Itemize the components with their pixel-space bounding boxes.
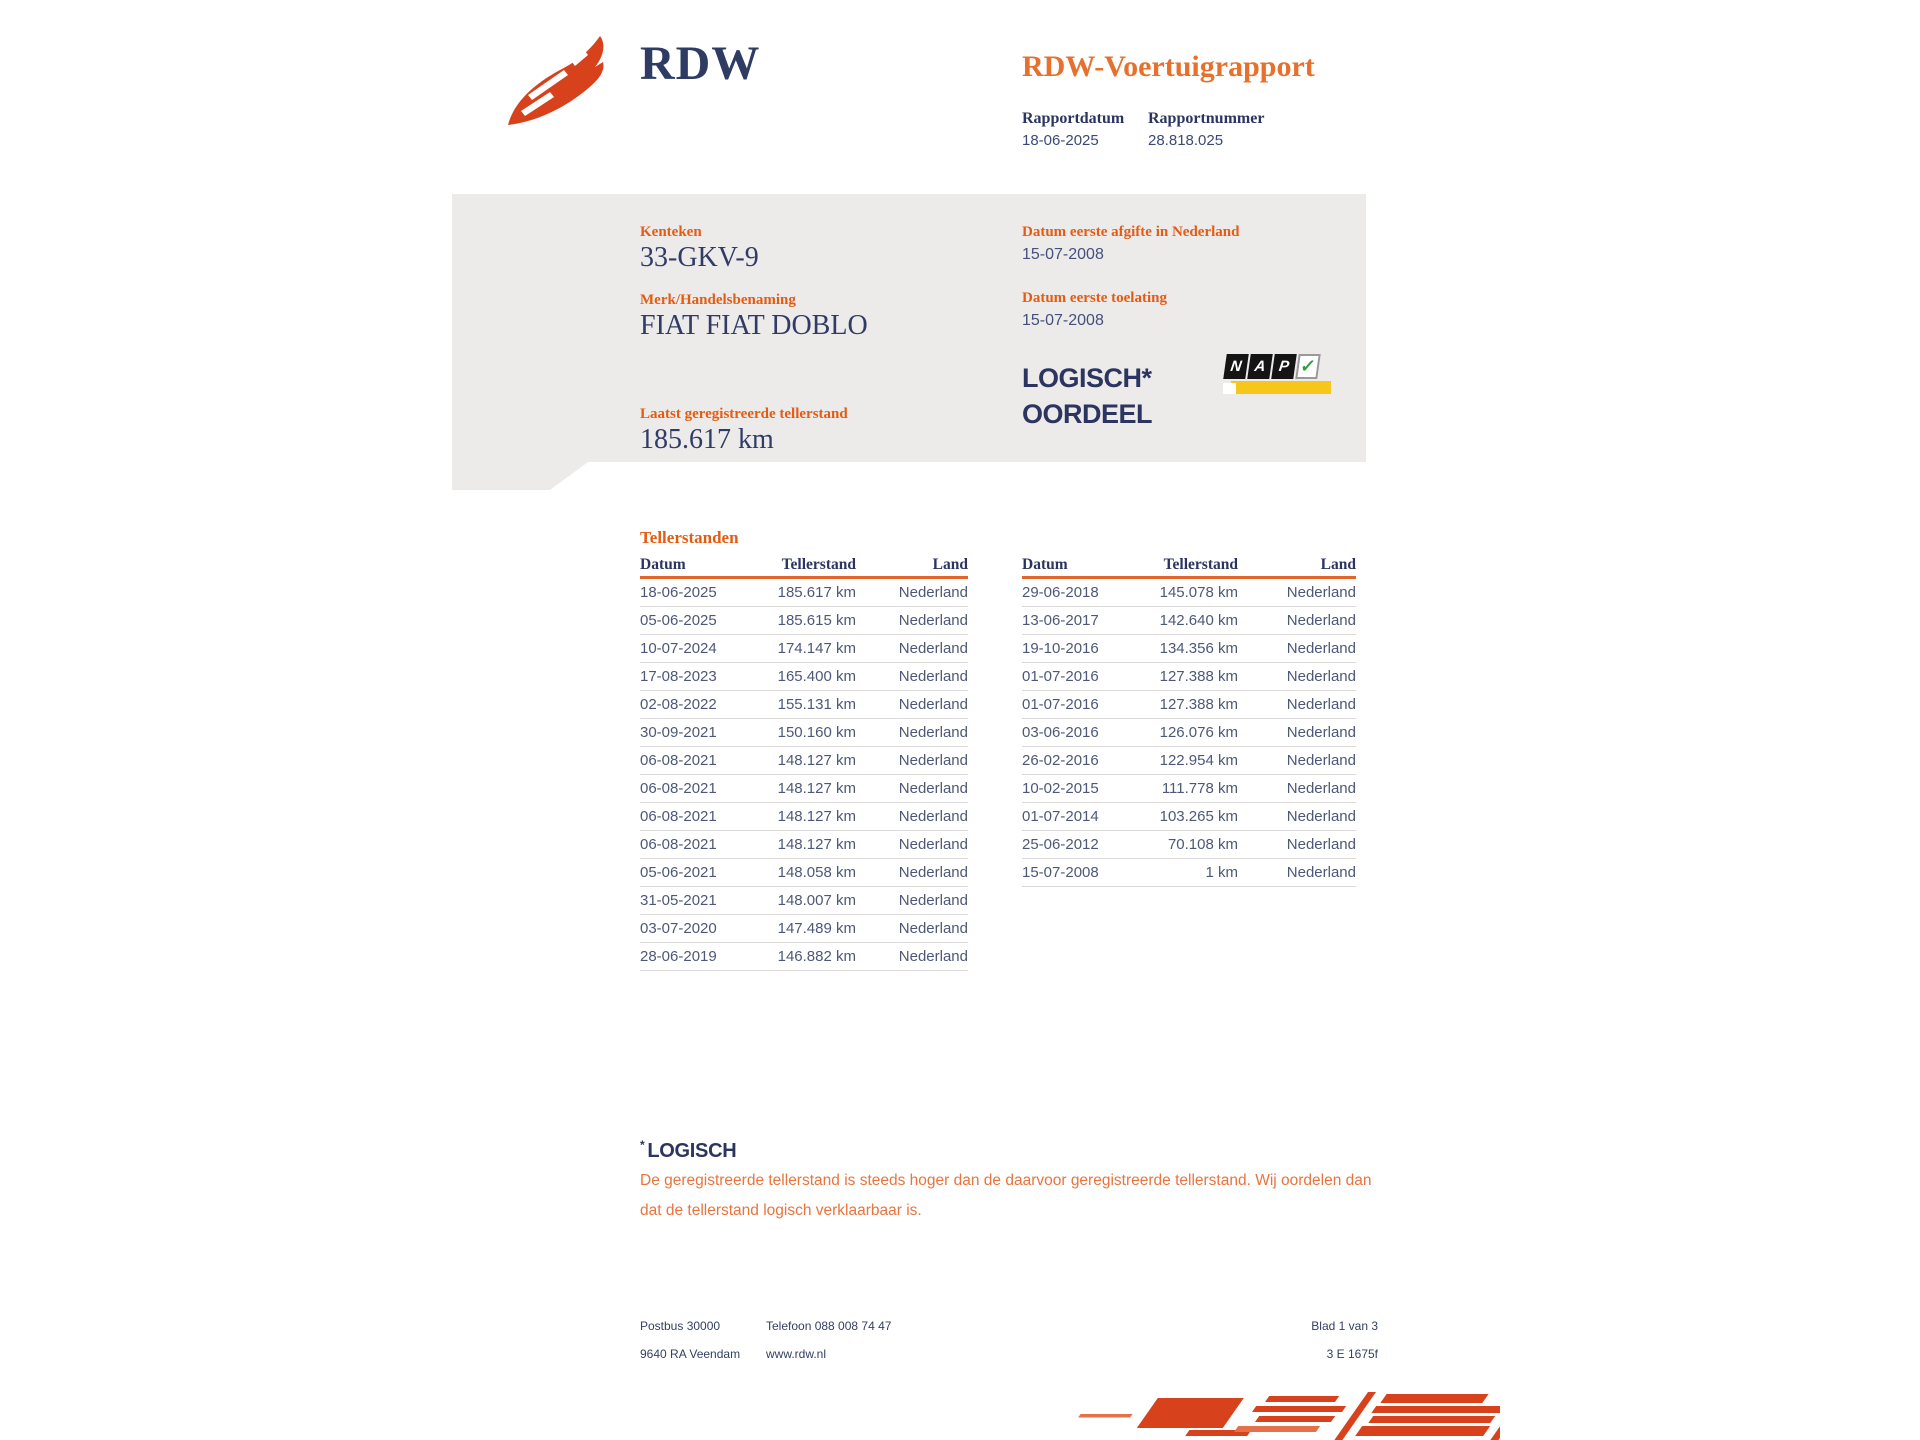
reading-date: 06-08-2021 [640, 780, 717, 797]
meter-reading-row [640, 663, 968, 691]
reading-country: Nederland [898, 948, 968, 965]
meter-reading-row [640, 579, 968, 607]
reading-odometer: 148.058 km [777, 864, 856, 881]
report-date-label: Rapportdatum [1022, 110, 1125, 127]
nap-tile-n: N [1223, 354, 1249, 379]
reading-odometer: 148.127 km [777, 836, 856, 853]
reading-date: 05-06-2025 [640, 612, 717, 629]
reading-odometer: 134.356 km [1159, 640, 1238, 657]
reading-odometer: 70.108 km [1167, 836, 1238, 853]
reading-odometer: 155.131 km [777, 696, 856, 713]
reading-country: Nederland [1286, 752, 1356, 769]
report-title: RDW-Voertuigrapport [1022, 50, 1315, 83]
reading-odometer: 165.400 km [777, 668, 856, 685]
footer-page-number: Blad 1 van 3 [1311, 1319, 1378, 1333]
column-header-land: Land [932, 556, 968, 573]
reading-date: 06-08-2021 [640, 836, 717, 853]
footnote-asterisk: * [640, 1138, 645, 1152]
nap-yellow-bar [1231, 381, 1331, 394]
panel-corner-tab [452, 462, 588, 490]
footnote-title [640, 1138, 736, 1163]
merk-value: FIAT FIAT DOBLO [640, 310, 868, 341]
meter-reading-row [640, 635, 968, 663]
footnote-line-1: De geregistreerde tellerstand is steeds hoger dan de daarvoor geregistreerde tellerstand. Wij oordelen dan [640, 1172, 1372, 1189]
meter-table-left [640, 550, 968, 971]
rdw-feather-icon [502, 121, 622, 138]
reading-country: Nederland [898, 864, 968, 881]
footer-website: www.rdw.nl [766, 1347, 827, 1361]
reading-country: Nederland [1286, 864, 1356, 881]
reading-date: 06-08-2021 [640, 808, 717, 825]
reading-date: 10-02-2015 [1022, 780, 1099, 797]
reading-odometer: 103.265 km [1159, 808, 1238, 825]
rdw-logo [502, 32, 622, 134]
footer-phone: Telefoon 088 008 74 47 [766, 1319, 892, 1333]
reading-country: Nederland [898, 892, 968, 909]
reading-odometer: 126.076 km [1159, 724, 1238, 741]
vehicle-summary-panel [452, 194, 1366, 462]
reading-odometer: 148.007 km [777, 892, 856, 909]
reading-date: 01-07-2016 [1022, 696, 1099, 713]
reading-date: 13-06-2017 [1022, 612, 1099, 629]
reading-odometer: 185.617 km [777, 584, 856, 601]
odometer-label: Laatst geregistreerde tellerstand [640, 406, 848, 422]
meter-reading-row [1022, 579, 1356, 607]
nap-tile-a: A [1247, 354, 1273, 379]
reading-odometer: 142.640 km [1159, 612, 1238, 629]
reading-odometer: 148.127 km [777, 808, 856, 825]
column-header-tellerstand: Tellerstand [781, 556, 856, 573]
reading-odometer: 145.078 km [1159, 584, 1238, 601]
reading-odometer: 127.388 km [1159, 696, 1238, 713]
reading-date: 03-06-2016 [1022, 724, 1099, 741]
first-admission-label: Datum eerste toelating [1022, 290, 1167, 306]
reading-date: 10-07-2024 [640, 640, 717, 657]
reading-country: Nederland [1286, 668, 1356, 685]
kenteken-label: Kenteken [640, 224, 702, 240]
footer-address-line2: 9640 RA Veendam [640, 1347, 741, 1361]
meter-reading-row [640, 747, 968, 775]
speed-stripes-graphic [1040, 1392, 1500, 1440]
nap-tile-p: P [1271, 354, 1297, 379]
reading-date: 28-06-2019 [640, 948, 717, 965]
merk-label: Merk/Handelsbenaming [640, 292, 796, 308]
reading-country: Nederland [898, 668, 968, 685]
reading-date: 18-06-2025 [640, 584, 717, 601]
reading-odometer: 146.882 km [777, 948, 856, 965]
reading-date: 19-10-2016 [1022, 640, 1099, 657]
verdict-line-2: OORDEEL [1022, 399, 1153, 429]
meter-reading-row [640, 831, 968, 859]
meter-reading-row [640, 943, 968, 971]
reading-date: 26-02-2016 [1022, 752, 1099, 769]
reading-date: 29-06-2018 [1022, 584, 1099, 601]
reading-odometer: 174.147 km [777, 640, 856, 657]
meter-reading-row [640, 859, 968, 887]
reading-date: 30-09-2021 [640, 724, 717, 741]
verdict-line-1: LOGISCH* [1022, 363, 1152, 393]
reading-odometer: 148.127 km [777, 780, 856, 797]
table-body [640, 579, 968, 971]
column-header-tellerstand: Tellerstand [1163, 556, 1238, 573]
verdict-text [1022, 360, 1152, 432]
reading-country: Nederland [898, 612, 968, 629]
first-issue-label: Datum eerste afgifte in Nederland [1022, 224, 1240, 240]
footer-form-code: 3 E 1675f [1326, 1347, 1378, 1361]
meter-reading-row [1022, 691, 1356, 719]
meter-reading-row [1022, 719, 1356, 747]
column-header-land: Land [1320, 556, 1356, 573]
footnote-text [640, 1166, 1400, 1226]
first-issue-value: 15-07-2008 [1022, 246, 1104, 263]
column-header-datum: Datum [1022, 556, 1068, 573]
reading-odometer: 150.160 km [777, 724, 856, 741]
meter-table-right [1022, 550, 1356, 887]
reading-country: Nederland [1286, 696, 1356, 713]
nap-white-square [1223, 383, 1236, 394]
reading-country: Nederland [1286, 724, 1356, 741]
meter-reading-row [1022, 775, 1356, 803]
reading-date: 25-06-2012 [1022, 836, 1099, 853]
reading-date: 06-08-2021 [640, 752, 717, 769]
reading-country: Nederland [1286, 780, 1356, 797]
meter-reading-row [640, 691, 968, 719]
reading-country: Nederland [1286, 640, 1356, 657]
reading-country: Nederland [1286, 612, 1356, 629]
reading-date: 31-05-2021 [640, 892, 717, 909]
reading-country: Nederland [898, 836, 968, 853]
meter-reading-row [1022, 635, 1356, 663]
first-admission-value: 15-07-2008 [1022, 312, 1104, 329]
reading-odometer: 127.388 km [1159, 668, 1238, 685]
reading-odometer: 148.127 km [777, 752, 856, 769]
table-header [640, 550, 968, 579]
reading-date: 02-08-2022 [640, 696, 717, 713]
reading-odometer: 185.615 km [777, 612, 856, 629]
reading-country: Nederland [898, 780, 968, 797]
reading-date: 15-07-2008 [1022, 864, 1099, 881]
reading-country: Nederland [898, 724, 968, 741]
reading-odometer: 122.954 km [1159, 752, 1238, 769]
reading-country: Nederland [898, 808, 968, 825]
reading-country: Nederland [1286, 584, 1356, 601]
reading-date: 05-06-2021 [640, 864, 717, 881]
footer-meta [1178, 1312, 1378, 1368]
kenteken-value: 33-GKV-9 [640, 242, 759, 273]
reading-odometer: 1 km [1205, 864, 1238, 881]
reading-country: Nederland [898, 920, 968, 937]
footnote-title-text: LOGISCH [647, 1140, 737, 1162]
reading-country: Nederland [898, 696, 968, 713]
table-header [1022, 550, 1356, 579]
section-title-tellerstanden: Tellerstanden [640, 528, 739, 547]
report-number-label: Rapportnummer [1148, 110, 1265, 127]
reading-date: 01-07-2014 [1022, 808, 1099, 825]
footnote-line-2: dat de tellerstand logisch verklaarbaar is. [640, 1202, 922, 1219]
footer-address [640, 1312, 740, 1368]
reading-odometer: 147.489 km [777, 920, 856, 937]
table-body [1022, 579, 1356, 887]
meter-reading-row [1022, 607, 1356, 635]
odometer-value: 185.617 km [640, 424, 774, 455]
nap-badge [1223, 354, 1327, 394]
check-icon: ✓ [1295, 354, 1321, 379]
meter-reading-row [640, 607, 968, 635]
rdw-wordmark: RDW [640, 37, 761, 90]
reading-odometer: 111.778 km [1161, 780, 1238, 797]
reading-country: Nederland [1286, 808, 1356, 825]
meter-reading-row [640, 775, 968, 803]
meter-reading-row [1022, 859, 1356, 887]
reading-date: 03-07-2020 [640, 920, 717, 937]
nap-letter-tiles [1223, 354, 1321, 379]
reading-date: 17-08-2023 [640, 668, 717, 685]
footer-contact [766, 1312, 891, 1368]
report-number-value: 28.818.025 [1148, 132, 1224, 149]
column-header-datum: Datum [640, 556, 686, 573]
meter-reading-row [640, 719, 968, 747]
reading-country: Nederland [898, 584, 968, 601]
reading-country: Nederland [898, 640, 968, 657]
report-date-value: 18-06-2025 [1022, 132, 1099, 149]
reading-date: 01-07-2016 [1022, 668, 1099, 685]
meter-reading-row [640, 803, 968, 831]
footer-address-line1: Postbus 30000 [640, 1319, 721, 1333]
meter-reading-row [1022, 663, 1356, 691]
reading-country: Nederland [898, 752, 968, 769]
reading-country: Nederland [1286, 836, 1356, 853]
meter-reading-row [640, 887, 968, 915]
meter-reading-row [640, 915, 968, 943]
meter-reading-row [1022, 747, 1356, 775]
meter-reading-row [1022, 803, 1356, 831]
meter-reading-row [1022, 831, 1356, 859]
